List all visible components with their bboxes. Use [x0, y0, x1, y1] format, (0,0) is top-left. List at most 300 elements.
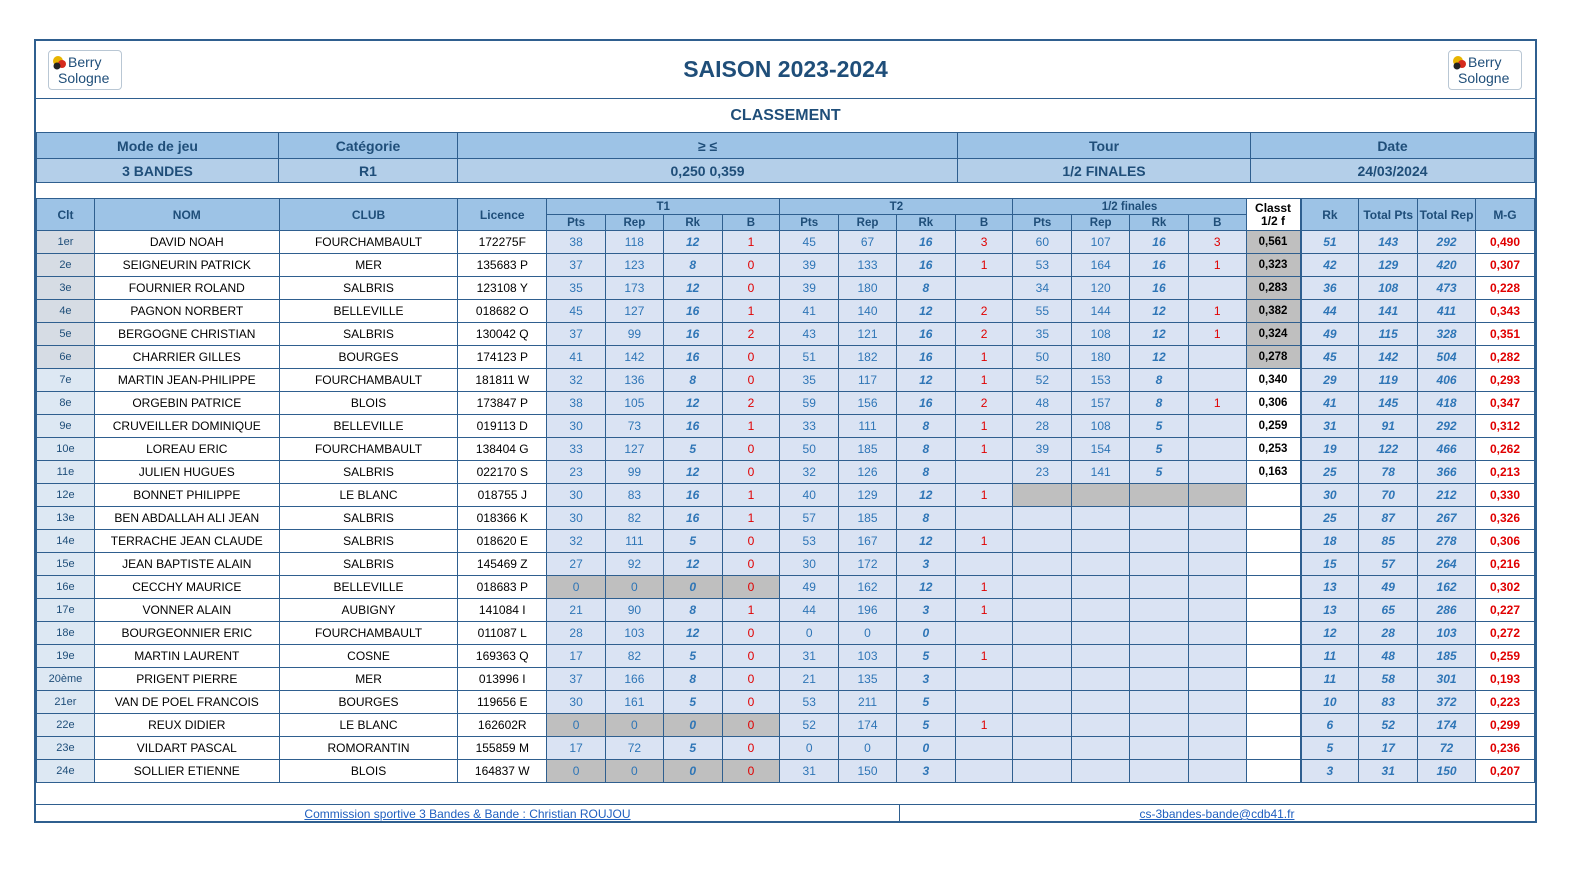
- cell-f-rk: [1130, 484, 1189, 507]
- cell-total-rep: 372: [1418, 691, 1476, 714]
- cell-licence: 019113 D: [458, 415, 547, 438]
- cell-club: BELLEVILLE: [279, 415, 458, 438]
- cell-f-b: [1188, 484, 1246, 507]
- table-row: [37, 392, 1535, 415]
- table-row: [37, 668, 1535, 691]
- cell-f-b: [1188, 737, 1246, 760]
- cell-rk: 25: [1301, 461, 1359, 484]
- cell-rk: 30: [1301, 484, 1359, 507]
- cell-t2-rep: 126: [839, 461, 897, 484]
- categorie-label: Catégorie: [278, 132, 458, 159]
- cell-club: FOURCHAMBAULT: [279, 369, 458, 392]
- cell-t1-rk: 0: [663, 760, 722, 783]
- table-row: [37, 231, 1535, 254]
- cell-total-rep: 150: [1418, 760, 1476, 783]
- cell-rk: 11: [1301, 645, 1359, 668]
- cell-licence: 174123 P: [458, 346, 547, 369]
- cell-t2-pts: 52: [780, 714, 839, 737]
- cell-mg: 0,302: [1475, 576, 1534, 599]
- cell-total-rep: 406: [1418, 369, 1476, 392]
- cell-classt: [1246, 645, 1300, 668]
- cell-f-pts: 34: [1013, 277, 1072, 300]
- cell-total-pts: 70: [1359, 484, 1418, 507]
- cell-t1-rep: 72: [605, 737, 663, 760]
- col-classt-line1: Classt: [1255, 200, 1292, 215]
- cell-f-rk: [1130, 714, 1189, 737]
- cell-total-pts: 48: [1359, 645, 1418, 668]
- cell-t2-rep: 211: [839, 691, 897, 714]
- col-classt-line2: 1/2 f: [1261, 213, 1286, 228]
- cell-t2-rep: 67: [839, 231, 897, 254]
- table-row: [37, 576, 1535, 599]
- cell-t1-rk: 12: [663, 622, 722, 645]
- cell-f-rep: [1072, 691, 1130, 714]
- cell-t1-b: 0: [722, 668, 780, 691]
- table-row: [37, 714, 1535, 737]
- subtitle-band: [36, 99, 1535, 132]
- cell-f-b: [1188, 369, 1246, 392]
- col-classt: [1246, 199, 1300, 231]
- cell-total-rep: 185: [1418, 645, 1476, 668]
- cell-f-rk: 16: [1130, 277, 1189, 300]
- cell-t2-rk: 3: [896, 599, 955, 622]
- cell-t1-rep: 127: [605, 438, 663, 461]
- cell-t2-b: [955, 691, 1013, 714]
- cell-licence: 155859 M: [458, 737, 547, 760]
- cell-f-rep: 107: [1072, 231, 1130, 254]
- cell-t1-pts: 30: [547, 691, 606, 714]
- table-row: [37, 760, 1535, 783]
- cell-f-rk: 16: [1130, 254, 1189, 277]
- cell-f-pts: [1013, 737, 1072, 760]
- cell-t1-b: 2: [722, 392, 780, 415]
- cell-classt: [1246, 714, 1300, 737]
- cell-f-rk: [1130, 760, 1189, 783]
- cell-t2-rk: 5: [896, 691, 955, 714]
- cell-t1-rk: 12: [663, 392, 722, 415]
- cell-t2-rep: 135: [839, 668, 897, 691]
- cell-mg: 0,307: [1475, 254, 1534, 277]
- ranking-table: [36, 198, 1535, 783]
- cell-clt: 16e: [37, 576, 95, 599]
- cell-rk: 29: [1301, 369, 1359, 392]
- cell-f-pts: [1013, 714, 1072, 737]
- table-row: [37, 346, 1535, 369]
- cell-f-b: [1188, 530, 1246, 553]
- logo-icon: [50, 52, 120, 88]
- cell-licence: 173847 P: [458, 392, 547, 415]
- cell-t1-rep: 118: [605, 231, 663, 254]
- cell-f-b: [1188, 714, 1246, 737]
- cell-t2-b: 1: [955, 645, 1013, 668]
- logo-right-line2: Sologne: [1458, 70, 1510, 86]
- cell-f-pts: 53: [1013, 254, 1072, 277]
- cell-f-rk: [1130, 530, 1189, 553]
- cell-club: SALBRIS: [279, 323, 458, 346]
- cell-f-rep: 180: [1072, 346, 1130, 369]
- cell-t2-pts: 40: [780, 484, 839, 507]
- cell-mg: 0,193: [1475, 668, 1534, 691]
- sub-col-t2-pts: Pts: [780, 215, 839, 231]
- cell-t2-b: [955, 760, 1013, 783]
- cell-clt: 1er: [37, 231, 95, 254]
- cell-t1-rep: 92: [605, 553, 663, 576]
- cell-t2-rep: 156: [839, 392, 897, 415]
- cell-mg: 0,343: [1475, 300, 1534, 323]
- footer-email-link[interactable]: cs-3bandes-bande@cdb41.fr: [899, 804, 1535, 823]
- table-row: [37, 553, 1535, 576]
- cell-f-rk: [1130, 645, 1189, 668]
- date-value: 24/03/2024: [1250, 158, 1535, 183]
- cell-f-pts: 50: [1013, 346, 1072, 369]
- cell-club: AUBIGNY: [279, 599, 458, 622]
- cell-clt: 23e: [37, 737, 95, 760]
- sub-col-t1-b: B: [722, 215, 780, 231]
- table-row: [37, 484, 1535, 507]
- cell-t2-pts: 39: [780, 277, 839, 300]
- cell-f-b: [1188, 415, 1246, 438]
- cell-t1-rk: 5: [663, 530, 722, 553]
- cell-total-pts: 78: [1359, 461, 1418, 484]
- cell-f-rk: 5: [1130, 415, 1189, 438]
- cell-t2-pts: 43: [780, 323, 839, 346]
- cell-t2-rep: 162: [839, 576, 897, 599]
- cell-classt: [1246, 737, 1300, 760]
- range-value: 0,250 0,359: [457, 158, 958, 183]
- cell-t2-rk: 3: [896, 760, 955, 783]
- cell-t1-rep: 0: [605, 714, 663, 737]
- cell-club: BOURGES: [279, 346, 458, 369]
- cell-t2-pts: 0: [780, 737, 839, 760]
- cell-nom: FOURNIER ROLAND: [94, 277, 279, 300]
- cell-t1-pts: 21: [547, 599, 606, 622]
- cell-t1-pts: 32: [547, 369, 606, 392]
- sub-col-finales-rep: Rep: [1072, 215, 1130, 231]
- cell-f-pts: 39: [1013, 438, 1072, 461]
- cell-t1-rep: 123: [605, 254, 663, 277]
- cell-f-rep: [1072, 507, 1130, 530]
- table-row: [37, 415, 1535, 438]
- cell-f-rep: 157: [1072, 392, 1130, 415]
- cell-clt: 10e: [37, 438, 95, 461]
- cell-club: SALBRIS: [279, 553, 458, 576]
- cell-nom: BOURGEONNIER ERIC: [94, 622, 279, 645]
- cell-nom: CRUVEILLER DOMINIQUE: [94, 415, 279, 438]
- berry-sologne-logo-left: [48, 50, 122, 90]
- cell-t1-rk: 5: [663, 737, 722, 760]
- cell-nom: JULIEN HUGUES: [94, 461, 279, 484]
- cell-f-pts: [1013, 760, 1072, 783]
- cell-t2-rep: 185: [839, 507, 897, 530]
- cell-rk: 13: [1301, 599, 1359, 622]
- cell-f-rep: 108: [1072, 415, 1130, 438]
- cell-rk: 49: [1301, 323, 1359, 346]
- table-row: [37, 438, 1535, 461]
- cell-f-rep: 144: [1072, 300, 1130, 323]
- table-row: [37, 277, 1535, 300]
- cell-t1-rep: 136: [605, 369, 663, 392]
- cell-clt: 9e: [37, 415, 95, 438]
- cell-nom: BERGOGNE CHRISTIAN: [94, 323, 279, 346]
- cell-t2-rk: 8: [896, 415, 955, 438]
- cell-f-pts: [1013, 599, 1072, 622]
- cell-t2-pts: 0: [780, 622, 839, 645]
- cell-clt: 17e: [37, 599, 95, 622]
- cell-mg: 0,282: [1475, 346, 1534, 369]
- cell-classt: [1246, 599, 1300, 622]
- cell-rk: 25: [1301, 507, 1359, 530]
- cell-clt: 19e: [37, 645, 95, 668]
- table-row: [37, 254, 1535, 277]
- cell-classt: 0,278: [1246, 346, 1300, 369]
- cell-nom: BEN ABDALLAH ALI JEAN: [94, 507, 279, 530]
- cell-total-rep: 174: [1418, 714, 1476, 737]
- cell-t1-rk: 8: [663, 369, 722, 392]
- cell-f-rk: [1130, 553, 1189, 576]
- table-row: [37, 507, 1535, 530]
- cell-rk: 36: [1301, 277, 1359, 300]
- range-label: ≥ ≤: [457, 132, 958, 159]
- cell-total-rep: 286: [1418, 599, 1476, 622]
- cell-f-rep: [1072, 599, 1130, 622]
- footer-commission-link[interactable]: Commission sportive 3 Bandes & Bande : Christian ROUJOU: [36, 804, 900, 823]
- cell-f-b: [1188, 645, 1246, 668]
- cell-licence: 169363 Q: [458, 645, 547, 668]
- cell-t1-rk: 12: [663, 461, 722, 484]
- cell-clt: 14e: [37, 530, 95, 553]
- cell-clt: 2e: [37, 254, 95, 277]
- cell-t1-b: 1: [722, 484, 780, 507]
- cell-f-rep: 164: [1072, 254, 1130, 277]
- cell-t1-b: 1: [722, 300, 780, 323]
- cell-total-rep: 301: [1418, 668, 1476, 691]
- cell-t1-rk: 8: [663, 254, 722, 277]
- cell-licence: 123108 Y: [458, 277, 547, 300]
- cell-mg: 0,490: [1475, 231, 1534, 254]
- cell-t2-rep: 103: [839, 645, 897, 668]
- cell-t2-b: 2: [955, 323, 1013, 346]
- table-row: [37, 599, 1535, 622]
- cell-t2-rk: 16: [896, 254, 955, 277]
- cell-clt: 12e: [37, 484, 95, 507]
- cell-t1-b: 0: [722, 553, 780, 576]
- cell-classt: 0,306: [1246, 392, 1300, 415]
- cell-t2-pts: 31: [780, 645, 839, 668]
- cell-mg: 0,227: [1475, 599, 1534, 622]
- cell-t2-pts: 59: [780, 392, 839, 415]
- cell-f-pts: 48: [1013, 392, 1072, 415]
- cell-t2-rk: 12: [896, 300, 955, 323]
- cell-f-b: [1188, 599, 1246, 622]
- cell-t2-rk: 5: [896, 645, 955, 668]
- cell-total-pts: 129: [1359, 254, 1418, 277]
- cell-t2-rep: 182: [839, 346, 897, 369]
- cell-licence: 018683 P: [458, 576, 547, 599]
- cell-t1-rk: 16: [663, 507, 722, 530]
- cell-f-pts: 23: [1013, 461, 1072, 484]
- cell-f-b: [1188, 277, 1246, 300]
- cell-f-pts: [1013, 530, 1072, 553]
- cell-t2-b: 1: [955, 599, 1013, 622]
- cell-licence: 172275F: [458, 231, 547, 254]
- cell-t2-b: 1: [955, 484, 1013, 507]
- cell-t1-pts: 0: [547, 714, 606, 737]
- cell-f-rk: 12: [1130, 300, 1189, 323]
- table-row: [37, 300, 1535, 323]
- cell-t1-rk: 12: [663, 553, 722, 576]
- cell-t2-b: 2: [955, 392, 1013, 415]
- cell-nom: VILDART PASCAL: [94, 737, 279, 760]
- cell-t1-pts: 32: [547, 530, 606, 553]
- sub-col-t1-rk: Rk: [663, 215, 722, 231]
- cell-mg: 0,347: [1475, 392, 1534, 415]
- cell-f-rk: [1130, 668, 1189, 691]
- cell-total-rep: 420: [1418, 254, 1476, 277]
- logo-icon: [1450, 52, 1520, 88]
- cell-total-pts: 31: [1359, 760, 1418, 783]
- cell-t2-pts: 39: [780, 254, 839, 277]
- cell-t2-rk: 8: [896, 507, 955, 530]
- cell-total-rep: 328: [1418, 323, 1476, 346]
- cell-t2-b: 1: [955, 714, 1013, 737]
- cell-club: SALBRIS: [279, 461, 458, 484]
- cell-total-rep: 212: [1418, 484, 1476, 507]
- cell-rk: 19: [1301, 438, 1359, 461]
- cell-t1-rep: 0: [605, 576, 663, 599]
- cell-t2-pts: 31: [780, 760, 839, 783]
- cell-t1-b: 0: [722, 576, 780, 599]
- cell-t2-pts: 51: [780, 346, 839, 369]
- cell-total-pts: 65: [1359, 599, 1418, 622]
- cell-classt: [1246, 760, 1300, 783]
- cell-total-pts: 58: [1359, 668, 1418, 691]
- cell-total-pts: 143: [1359, 231, 1418, 254]
- cell-t2-rk: 3: [896, 553, 955, 576]
- cell-t1-rk: 0: [663, 576, 722, 599]
- cell-mg: 0,299: [1475, 714, 1534, 737]
- cell-total-rep: 366: [1418, 461, 1476, 484]
- cell-f-rk: 12: [1130, 323, 1189, 346]
- cell-t2-b: 1: [955, 369, 1013, 392]
- cell-t1-rk: 16: [663, 300, 722, 323]
- cell-club: SALBRIS: [279, 530, 458, 553]
- cell-club: FOURCHAMBAULT: [279, 438, 458, 461]
- cell-t1-rk: 16: [663, 415, 722, 438]
- col-total-rep: Total Rep: [1418, 199, 1476, 231]
- cell-f-rep: [1072, 484, 1130, 507]
- cell-t2-rep: 0: [839, 622, 897, 645]
- cell-clt: 4e: [37, 300, 95, 323]
- cell-f-b: [1188, 576, 1246, 599]
- cell-club: MER: [279, 668, 458, 691]
- cell-total-pts: 122: [1359, 438, 1418, 461]
- cell-t2-rk: 12: [896, 484, 955, 507]
- cell-licence: 135683 P: [458, 254, 547, 277]
- cell-mg: 0,213: [1475, 461, 1534, 484]
- cell-club: ROMORANTIN: [279, 737, 458, 760]
- table-row: [37, 645, 1535, 668]
- cell-f-pts: [1013, 691, 1072, 714]
- cell-t1-rep: 99: [605, 461, 663, 484]
- cell-classt: 0,163: [1246, 461, 1300, 484]
- cell-classt: [1246, 507, 1300, 530]
- cell-licence: 022170 S: [458, 461, 547, 484]
- cell-t1-pts: 35: [547, 277, 606, 300]
- cell-t1-pts: 37: [547, 254, 606, 277]
- cell-t1-rep: 99: [605, 323, 663, 346]
- cell-t2-pts: 30: [780, 553, 839, 576]
- cell-t2-pts: 57: [780, 507, 839, 530]
- cell-rk: 12: [1301, 622, 1359, 645]
- cell-f-rep: [1072, 576, 1130, 599]
- cell-total-pts: 83: [1359, 691, 1418, 714]
- cell-t1-b: 0: [722, 346, 780, 369]
- sub-col-finales-pts: Pts: [1013, 215, 1072, 231]
- cell-licence: 162602R: [458, 714, 547, 737]
- cell-f-pts: [1013, 645, 1072, 668]
- cell-f-rk: [1130, 576, 1189, 599]
- cell-rk: 45: [1301, 346, 1359, 369]
- cell-clt: 15e: [37, 553, 95, 576]
- cell-f-rk: 16: [1130, 231, 1189, 254]
- cell-t2-rep: 117: [839, 369, 897, 392]
- cell-t2-pts: 50: [780, 438, 839, 461]
- col-nom: NOM: [94, 199, 279, 231]
- table-row: [37, 323, 1535, 346]
- cell-total-pts: 17: [1359, 737, 1418, 760]
- cell-total-pts: 85: [1359, 530, 1418, 553]
- cell-club: BELLEVILLE: [279, 576, 458, 599]
- cell-classt: 0,324: [1246, 323, 1300, 346]
- sub-col-t1-rep: Rep: [605, 215, 663, 231]
- mode-value: 3 BANDES: [36, 158, 279, 183]
- cell-classt: [1246, 622, 1300, 645]
- cell-t1-pts: 38: [547, 392, 606, 415]
- cell-total-rep: 411: [1418, 300, 1476, 323]
- cell-t1-rep: 166: [605, 668, 663, 691]
- cell-t1-rk: 5: [663, 438, 722, 461]
- cell-total-rep: 278: [1418, 530, 1476, 553]
- cell-nom: JEAN BAPTISTE ALAIN: [94, 553, 279, 576]
- cell-licence: 141084 I: [458, 599, 547, 622]
- cell-f-pts: [1013, 668, 1072, 691]
- col-group-t2: T2: [780, 199, 1013, 215]
- cell-t1-b: 0: [722, 645, 780, 668]
- cell-t2-b: 1: [955, 530, 1013, 553]
- col-total-pts: Total Pts: [1359, 199, 1418, 231]
- cell-total-pts: 91: [1359, 415, 1418, 438]
- cell-club: SALBRIS: [279, 507, 458, 530]
- page-subtitle: CLASSEMENT: [730, 106, 841, 124]
- cell-t1-rep: 161: [605, 691, 663, 714]
- cell-f-b: [1188, 760, 1246, 783]
- cell-t2-rk: 3: [896, 668, 955, 691]
- cell-nom: PRIGENT PIERRE: [94, 668, 279, 691]
- cell-mg: 0,293: [1475, 369, 1534, 392]
- cell-f-pts: [1013, 622, 1072, 645]
- cell-classt: [1246, 576, 1300, 599]
- cell-f-rk: [1130, 691, 1189, 714]
- cell-t1-rk: 8: [663, 668, 722, 691]
- cell-nom: SOLLIER ETIENNE: [94, 760, 279, 783]
- cell-mg: 0,326: [1475, 507, 1534, 530]
- cell-mg: 0,272: [1475, 622, 1534, 645]
- cell-nom: MARTIN LAURENT: [94, 645, 279, 668]
- cell-classt: [1246, 553, 1300, 576]
- cell-f-b: 1: [1188, 254, 1246, 277]
- cell-classt: 0,561: [1246, 231, 1300, 254]
- cell-nom: CHARRIER GILLES: [94, 346, 279, 369]
